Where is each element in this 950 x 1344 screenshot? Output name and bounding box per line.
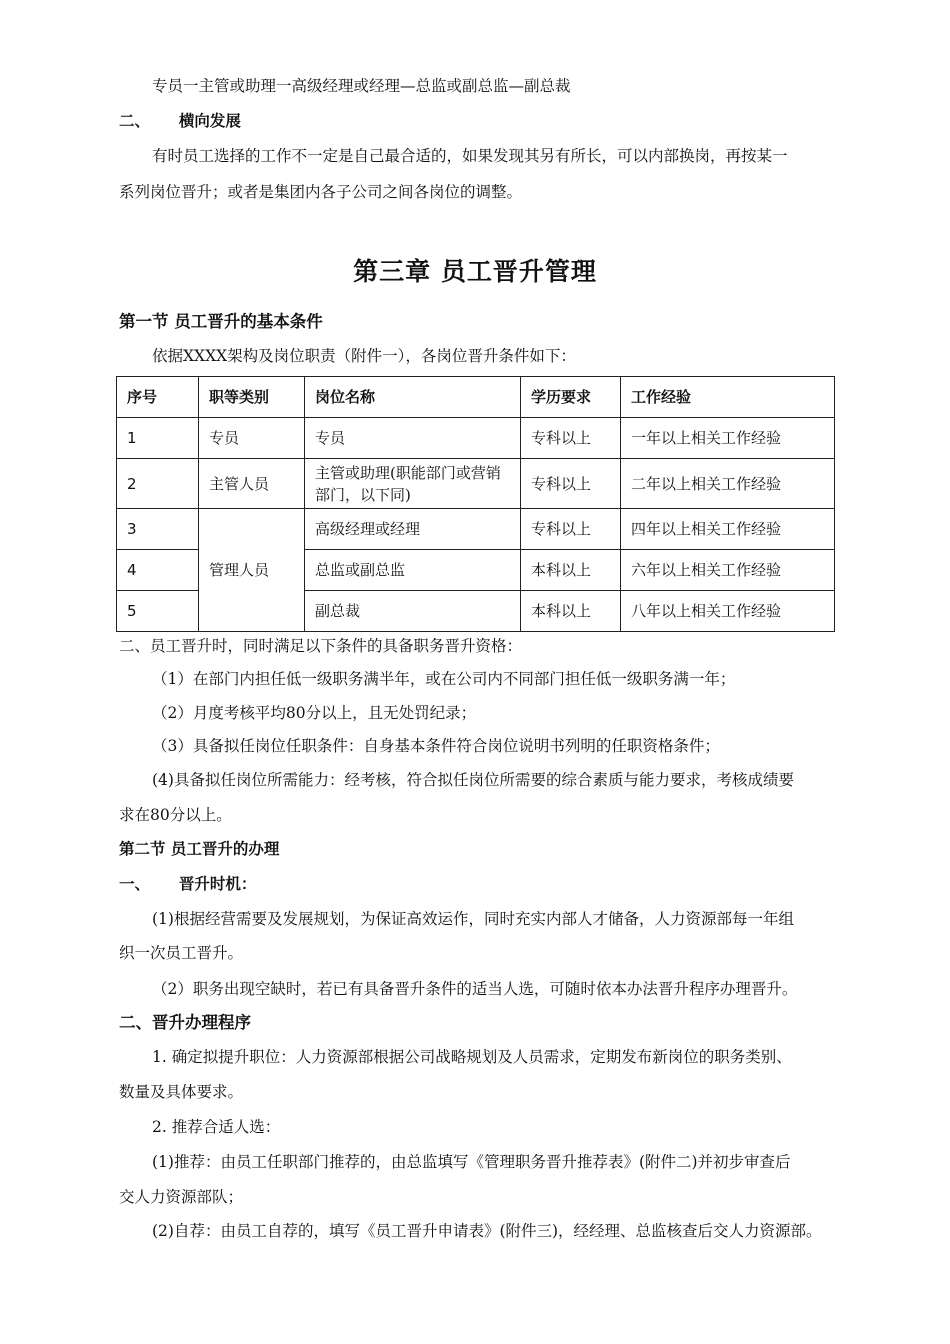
cell-index: 2 bbox=[117, 459, 199, 509]
cell-position: 高级经理或经理 bbox=[305, 509, 521, 550]
chapter-title: 第三章 员工晋升管理 bbox=[353, 257, 597, 286]
cell-position: 专员 bbox=[305, 418, 521, 459]
cell-position: 副总裁 bbox=[305, 591, 521, 632]
cell-experience: 八年以上相关工作经验 bbox=[621, 591, 835, 632]
timing-1-line-1: (1)根据经营需要及发展规划，为保证高效运作，同时充实内部人才储备，人力资源部每一年组 bbox=[152, 910, 794, 928]
lateral-heading-number: 二、 bbox=[119, 111, 151, 130]
cell-category: 主管人员 bbox=[199, 459, 305, 509]
cell-index: 4 bbox=[117, 550, 199, 591]
cell-position: 主管或助理(职能部门或营销部门，以下同) bbox=[305, 459, 521, 509]
table-row bbox=[117, 418, 835, 459]
timing-1-line-2: 织一次员工晋升。 bbox=[119, 944, 244, 962]
cell-education: 专科以上 bbox=[521, 509, 621, 550]
table-row bbox=[117, 509, 835, 550]
procedure-2-1-line-1: (1)推荐：由员工任职部门推荐的，由总监填写《管理职务晋升推荐表》(附件二)并初步审查后 bbox=[152, 1153, 791, 1171]
condition-4-line-2: 求在80分以上。 bbox=[119, 806, 232, 824]
conditions-heading: 二、员工晋升时，同时满足以下条件的具备职务晋升资格： bbox=[119, 637, 523, 655]
condition-2: （2）月度考核平均80分以上，且无处罚纪录； bbox=[152, 704, 477, 722]
cell-index: 1 bbox=[117, 418, 199, 459]
cell-education: 专科以上 bbox=[521, 459, 621, 509]
header-cell-position: 岗位名称 bbox=[305, 377, 521, 418]
timing-heading-number: 一、 bbox=[119, 874, 151, 893]
procedure-2-1-line-2: 交人力资源部队； bbox=[119, 1188, 244, 1206]
cell-experience: 四年以上相关工作经验 bbox=[621, 509, 835, 550]
table-header-row bbox=[117, 377, 835, 418]
section1-lead: 依据XXXX架构及岗位职责（附件一），各岗位晋升条件如下： bbox=[152, 347, 576, 365]
career-path-line: 专员一主管或助理一高级经理或经理—总监或副总监—副总裁 bbox=[152, 77, 571, 95]
cell-index: 3 bbox=[117, 509, 199, 550]
cell-position: 总监或副总监 bbox=[305, 550, 521, 591]
procedure-1-line-2: 数量及具体要求。 bbox=[119, 1083, 244, 1101]
header-cell-experience: 工作经验 bbox=[621, 377, 835, 418]
section2-title: 第二节 员工晋升的办理 bbox=[119, 839, 280, 858]
timing-2: （2）职务出现空缺时，若已有具备晋升条件的适当人选，可随时依本办法晋升程序办理晋升。 bbox=[152, 980, 798, 998]
cell-experience: 一年以上相关工作经验 bbox=[621, 418, 835, 459]
cell-category: 专员 bbox=[199, 418, 305, 459]
timing-heading-text: 晋升时机： bbox=[178, 874, 257, 893]
cell-category-merged: 管理人员 bbox=[199, 509, 305, 632]
header-cell-education: 学历要求 bbox=[521, 377, 621, 418]
table-row bbox=[117, 459, 835, 509]
cell-education: 本科以上 bbox=[521, 550, 621, 591]
lateral-paragraph-line-2: 系列岗位晋升；或者是集团内各子公司之间各岗位的调整。 bbox=[119, 183, 523, 201]
condition-1: （1）在部门内担任低一级职务满半年，或在公司内不同部门担任低一级职务满一年； bbox=[152, 670, 736, 688]
header-cell-index: 序号 bbox=[117, 377, 199, 418]
procedure-2-2: (2)自荐：由员工自荐的，填写《员工晋升申请表》(附件三)，经经理、总监核查后交人力资源部。 bbox=[152, 1222, 822, 1240]
promotion-conditions-table bbox=[116, 376, 835, 632]
lateral-heading bbox=[119, 110, 241, 132]
procedure-1-line-1: 1. 确定拟提升职位：人力资源部根据公司战略规划及人员需求，定期发布新岗位的职务类别、 bbox=[152, 1048, 792, 1066]
lateral-paragraph-line-1: 有时员工选择的工作不一定是自己最合适的，如果发现其另有所长，可以内部换岗，再按某一 bbox=[152, 147, 788, 165]
condition-3: （3）具备拟任岗位任职条件：自身基本条件符合岗位说明书列明的任职资格条件； bbox=[152, 737, 720, 755]
section1-title: 第一节 员工晋升的基本条件 bbox=[119, 312, 323, 331]
timing-heading bbox=[119, 873, 256, 895]
header-cell-category: 职等类别 bbox=[199, 377, 305, 418]
cell-index: 5 bbox=[117, 591, 199, 632]
cell-experience: 二年以上相关工作经验 bbox=[621, 459, 835, 509]
procedure-2: 2. 推荐合适人选： bbox=[152, 1118, 281, 1136]
condition-4-line-1: (4)具备拟任岗位所需能力：经考核，符合拟任岗位所需要的综合素质与能力要求，考核成绩要 bbox=[152, 771, 794, 789]
cell-education: 专科以上 bbox=[521, 418, 621, 459]
lateral-heading-text: 横向发展 bbox=[178, 111, 241, 130]
cell-experience: 六年以上相关工作经验 bbox=[621, 550, 835, 591]
cell-education: 本科以上 bbox=[521, 591, 621, 632]
procedure-heading: 二、晋升办理程序 bbox=[119, 1013, 251, 1032]
